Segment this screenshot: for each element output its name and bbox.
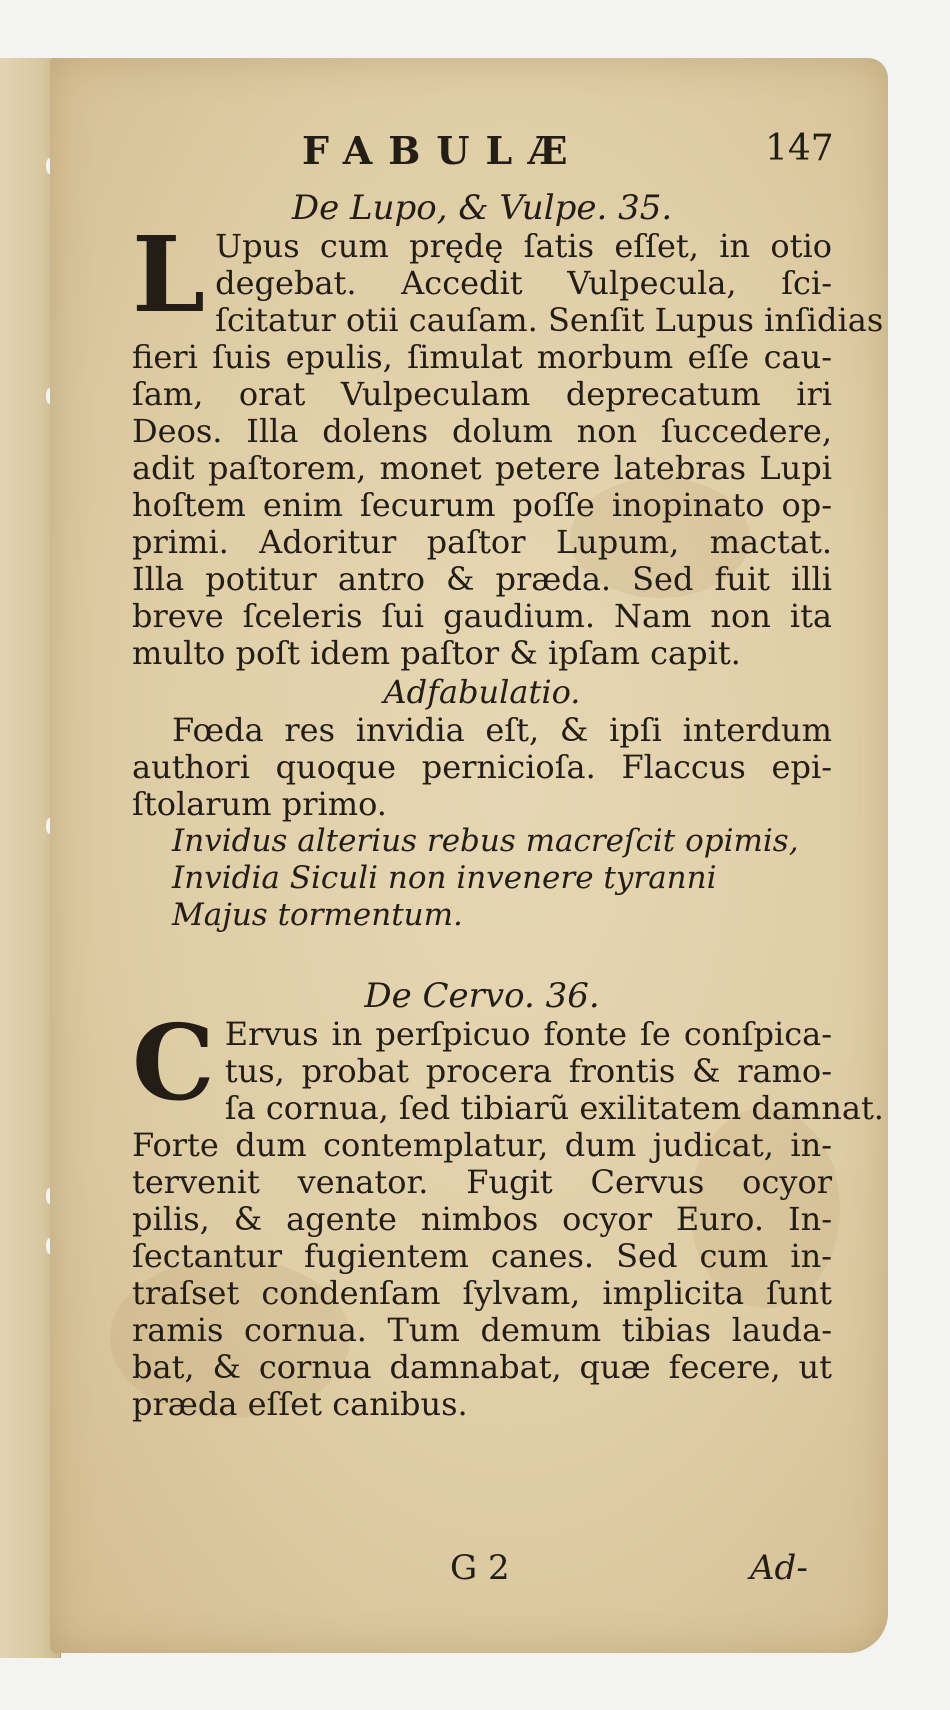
- fable-36-line: Forte dum contemplatur, dum judicat, in-: [132, 1126, 832, 1164]
- fable-36-line: tervenit venator. Fugit Cervus ocyor: [132, 1163, 832, 1201]
- fable-35-line: breve ſceleris ſui gaudium. Nam non ita: [132, 597, 832, 635]
- fable-36-line: ſectantur fugientem canes. Sed cum in-: [132, 1237, 832, 1275]
- fable-35-line: fieri ſuis epulis, ſimulat morbum eſſe cau-: [132, 338, 832, 376]
- fable-36-title: De Cervo. 36.: [364, 976, 600, 1016]
- page-number: 147: [765, 128, 834, 169]
- fable-35-drop-cap: L: [132, 213, 206, 336]
- verse-line: Invidia Siculi non invenere tyranni: [172, 860, 717, 896]
- fable-35-line: degebat. Accedit Vulpecula, ſci-: [215, 264, 832, 302]
- fable-36-line: præda eſſet canibus.: [132, 1385, 468, 1423]
- fable-35-title: De Lupo, & Vulpe. 35.: [291, 188, 673, 228]
- fable-35-line: ſcitatur otii cauſam. Senſit Lupus inſidias: [215, 301, 884, 339]
- fable-36: [132, 976, 884, 1423]
- fable-36-line: ſa cornua, ſed tibiarũ exilitatem damnat.: [224, 1089, 884, 1127]
- signature-mark: G 2: [450, 1548, 510, 1588]
- running-head: [50, 128, 888, 178]
- fable-36-line: tus, probat procera frontis & ramo-: [224, 1052, 832, 1090]
- verse-line: Invidus alterius rebus macreſcit opimis,: [172, 823, 799, 859]
- moral-line: ſtolarum primo.: [132, 785, 387, 823]
- fable-36-line: traſset condenſam ſylvam, implicita ſunt: [132, 1274, 832, 1312]
- fable-36-line: bat, & cornua damnabat, quæ fecere, ut: [132, 1348, 832, 1386]
- fable-35-line: Illa potitur antro & præda. Sed fuit illi: [132, 560, 832, 598]
- fable-36-line: pilis, & agente nimbos ocyor Euro. In-: [132, 1200, 832, 1238]
- fable-36-line: ramis cornua. Tum demum tibias lauda-: [132, 1311, 832, 1349]
- fable-35: [132, 188, 884, 934]
- fable-35-line: adit paſtorem, monet petere latebras Lupi: [132, 449, 832, 487]
- moral-line: Fœda res invidia eſt, & ipſi interdum: [172, 711, 832, 749]
- fable-35-line: Upus cum prędę ſatis eſſet, in otio: [215, 227, 832, 265]
- moral-line: authori quoque pernicioſa. Flaccus epi-: [132, 748, 832, 786]
- verse-line: Majus tormentum.: [172, 897, 463, 933]
- fable-36-drop-cap: C: [132, 1001, 215, 1124]
- book-page: [50, 58, 888, 1653]
- fable-35-line: multo poſt idem paſtor & ipſam capit.: [132, 634, 741, 672]
- fable-35-line: Deos. Illa dolens dolum non ſuccedere,: [132, 412, 832, 450]
- fable-36-line: Ervus in perſpicuo fonte ſe conſpica-: [224, 1015, 832, 1053]
- running-title: FABULÆ: [302, 128, 584, 173]
- catchword: Ad-: [750, 1548, 808, 1588]
- fable-35-line: hoſtem enim ſecurum poſſe inopinato op-: [132, 486, 832, 524]
- fable-35-line: primi. Adoritur paſtor Lupum, mactat.: [132, 523, 832, 561]
- moral-heading: Adfabulatio.: [383, 673, 581, 711]
- fable-35-line: ſam, orat Vulpeculam deprecatum iri: [132, 375, 832, 413]
